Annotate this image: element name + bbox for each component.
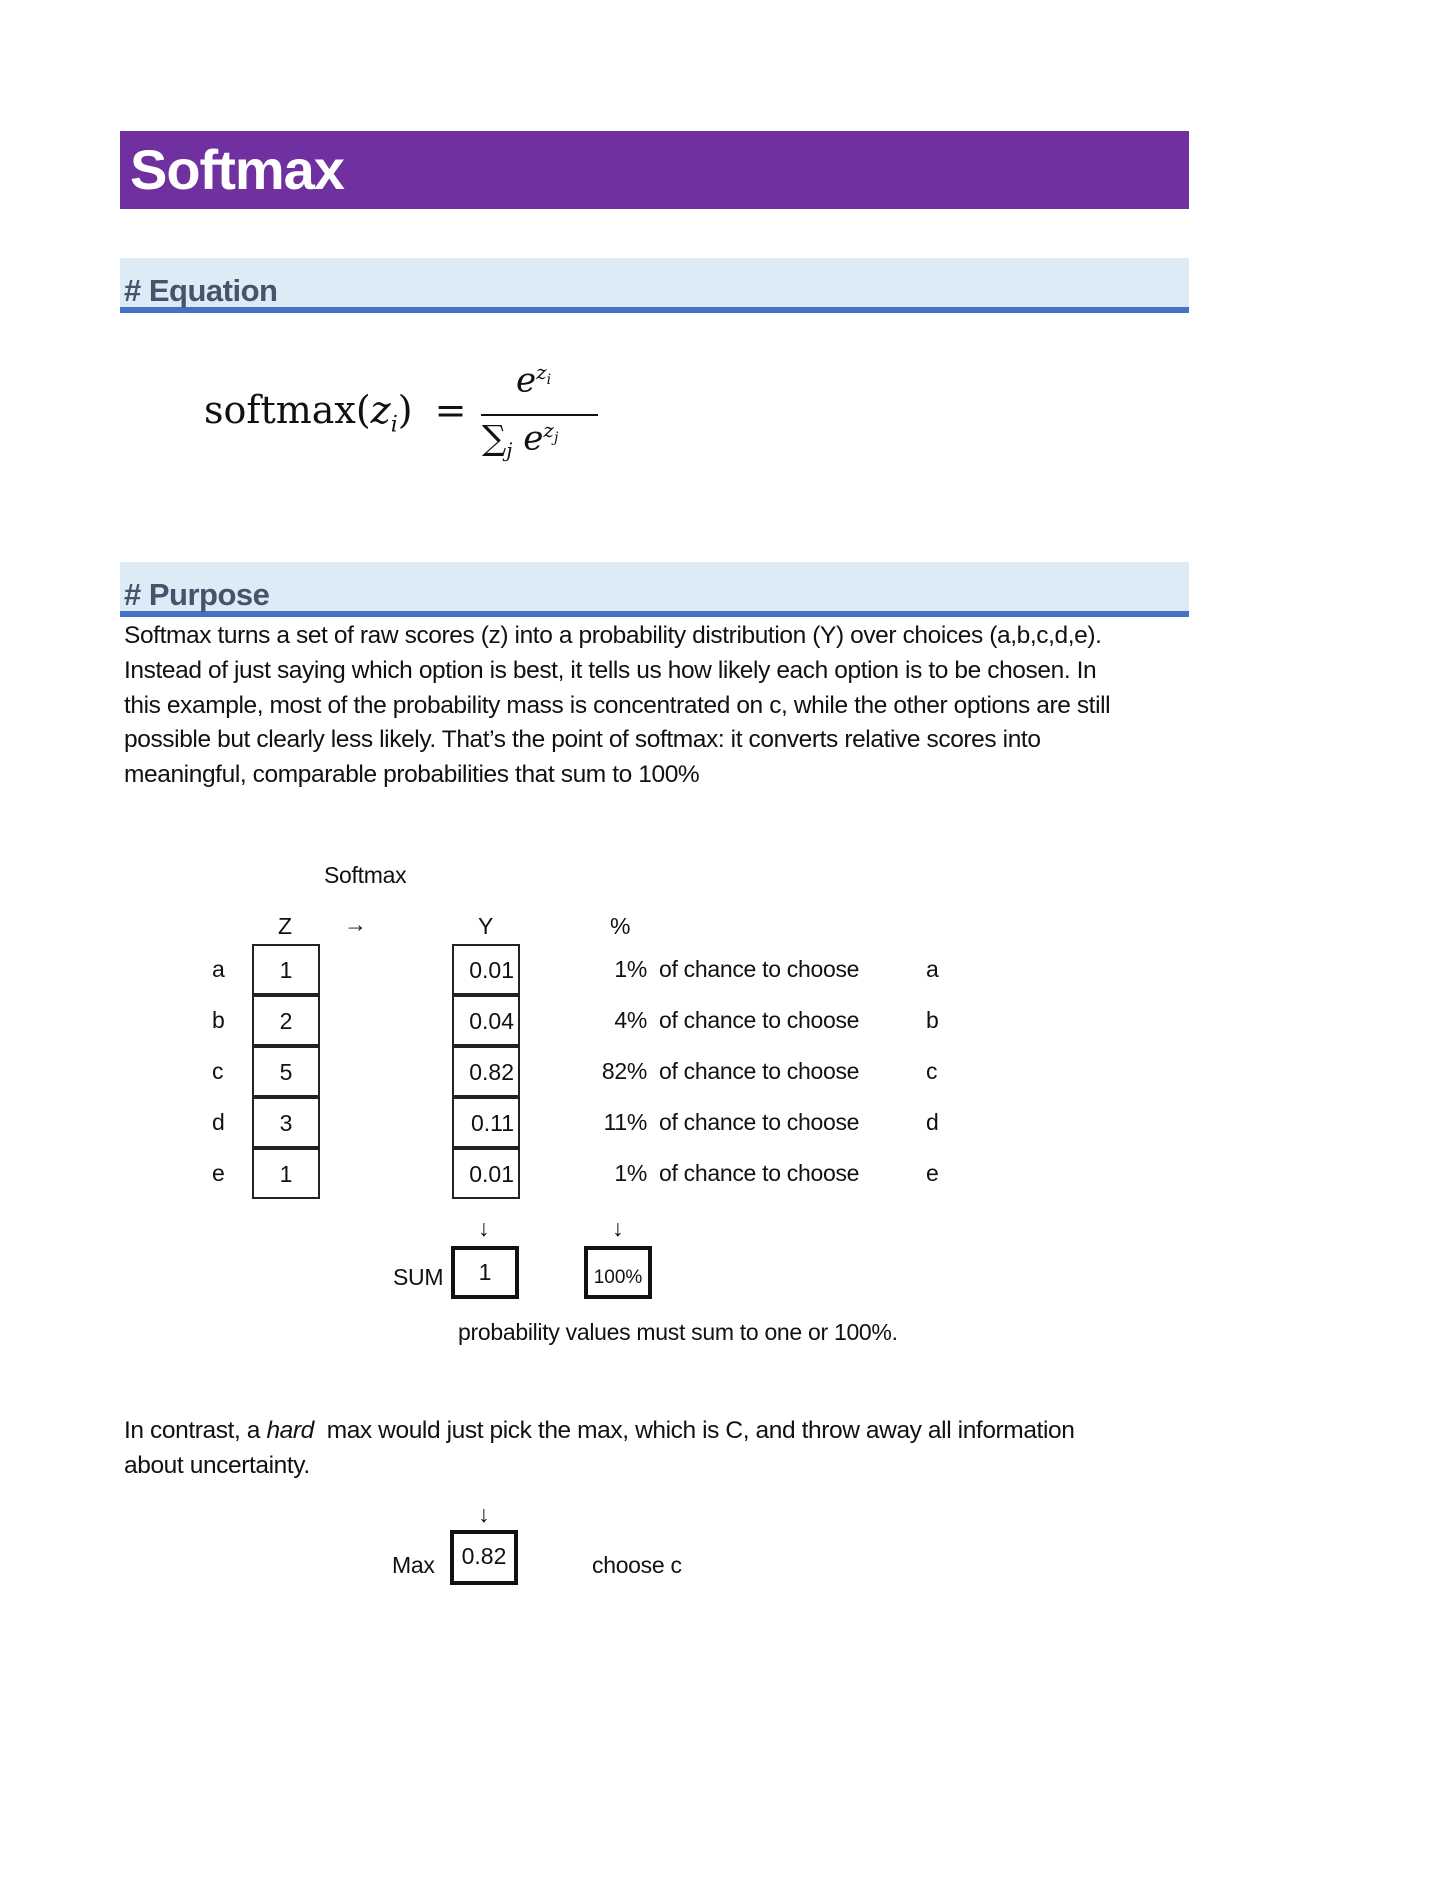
eq-denominator: [482, 418, 558, 462]
pct-value: 1%: [614, 956, 647, 982]
chance-text: of chance to choose: [659, 1109, 860, 1135]
pct-value: 82%: [601, 1058, 647, 1084]
choice-label: e: [926, 1160, 939, 1186]
contrast-paragraph: [124, 1414, 1184, 1484]
y-cell[interactable]: 0.82: [452, 1046, 520, 1097]
fraction-bar: [481, 414, 598, 416]
eq-sub: i: [390, 412, 398, 438]
purpose-paragraph: [124, 619, 1184, 793]
right-arrow-icon: →: [344, 911, 367, 937]
z-cell[interactable]: 3: [252, 1097, 320, 1148]
max-label: Max: [392, 1552, 435, 1578]
z-cell[interactable]: 1: [252, 944, 320, 995]
sum-note: probability values must sum to one or 100%.: [458, 1319, 898, 1345]
down-arrow-icon: ↓: [478, 1501, 490, 1527]
sum-value-cell[interactable]: 1: [451, 1246, 519, 1299]
sum-label: SUM: [393, 1264, 444, 1290]
row-label: c: [212, 1058, 224, 1084]
den-sup-sub: j: [553, 430, 559, 446]
eq-close: ): [397, 388, 413, 432]
eq-func: softmax(: [204, 388, 371, 432]
chance-text: of chance to choose: [659, 1058, 860, 1084]
choice-label: a: [926, 956, 939, 982]
text-line: Instead of just saying which option is best, it tells us how likely each option is to be chosen. In: [124, 656, 1097, 684]
row-label: e: [212, 1160, 225, 1186]
text-line: about uncertainty.: [124, 1451, 310, 1479]
z-header: Z: [278, 913, 292, 939]
den-base: e: [523, 418, 544, 459]
y-cell[interactable]: 0.11: [452, 1097, 520, 1148]
chance-text: of chance to choose: [659, 1160, 860, 1186]
pct-value: 1%: [614, 1160, 647, 1186]
choice-label: c: [926, 1058, 938, 1084]
text-line: this example, most of the probability mass is concentrated on c, while the other options are still: [124, 691, 1111, 719]
y-cell[interactable]: 0.01: [452, 1148, 520, 1199]
den-sup: z: [543, 418, 554, 442]
down-arrow-icon: ↓: [612, 1215, 624, 1241]
text-line: Softmax turns a set of raw scores (z) into a probability distribution (Y) over choices (a,b,c,d,e).: [124, 622, 1102, 649]
section-header-purpose: # Purpose: [120, 562, 1189, 617]
eq-equals: =: [434, 388, 467, 432]
text: In contrast, a: [124, 1417, 267, 1444]
page-title: Softmax: [120, 131, 1189, 209]
emphasis: hard: [266, 1417, 314, 1444]
text-line: meaningful, comparable probabilities that sum to 100%: [124, 761, 700, 789]
choice-label: b: [926, 1007, 939, 1033]
pct-header: %: [610, 913, 631, 939]
softmax-equation-lhs: [204, 388, 467, 438]
num-base: e: [516, 360, 537, 401]
row-label: b: [212, 1007, 225, 1033]
z-cell[interactable]: 5: [252, 1046, 320, 1097]
eq-numerator: [516, 360, 551, 400]
sum-symbol: ∑: [482, 418, 507, 459]
num-sup-sub: i: [546, 372, 552, 388]
sum-pct-cell[interactable]: 100%: [584, 1246, 652, 1299]
hardmax-result: choose c: [592, 1552, 682, 1578]
text-line: [124, 1414, 1184, 1449]
pct-value: 11%: [603, 1109, 647, 1135]
chance-text: of chance to choose: [659, 956, 860, 982]
chance-text: of chance to choose: [659, 1007, 860, 1033]
max-value-cell[interactable]: 0.82: [450, 1530, 518, 1585]
num-sup: z: [536, 360, 547, 384]
text-line: possible but clearly less likely. That’s the point of softmax: it converts relative scores into: [124, 726, 1041, 754]
text: max would just pick the max, which is C, and throw away all information: [313, 1417, 1075, 1444]
section-header-equation: # Equation: [120, 258, 1189, 313]
y-cell[interactable]: 0.01: [452, 944, 520, 995]
row-label: a: [212, 956, 225, 982]
choice-label: d: [926, 1109, 939, 1135]
eq-var: z: [370, 388, 391, 432]
table-label: Softmax: [324, 862, 407, 888]
pct-value: 4%: [614, 1007, 647, 1033]
y-header: Y: [478, 913, 494, 939]
down-arrow-icon: ↓: [478, 1215, 490, 1241]
z-cell[interactable]: 2: [252, 995, 320, 1046]
den-sub: j: [506, 438, 513, 463]
z-cell[interactable]: 1: [252, 1148, 320, 1199]
row-label: d: [212, 1109, 225, 1135]
y-cell[interactable]: 0.04: [452, 995, 520, 1046]
